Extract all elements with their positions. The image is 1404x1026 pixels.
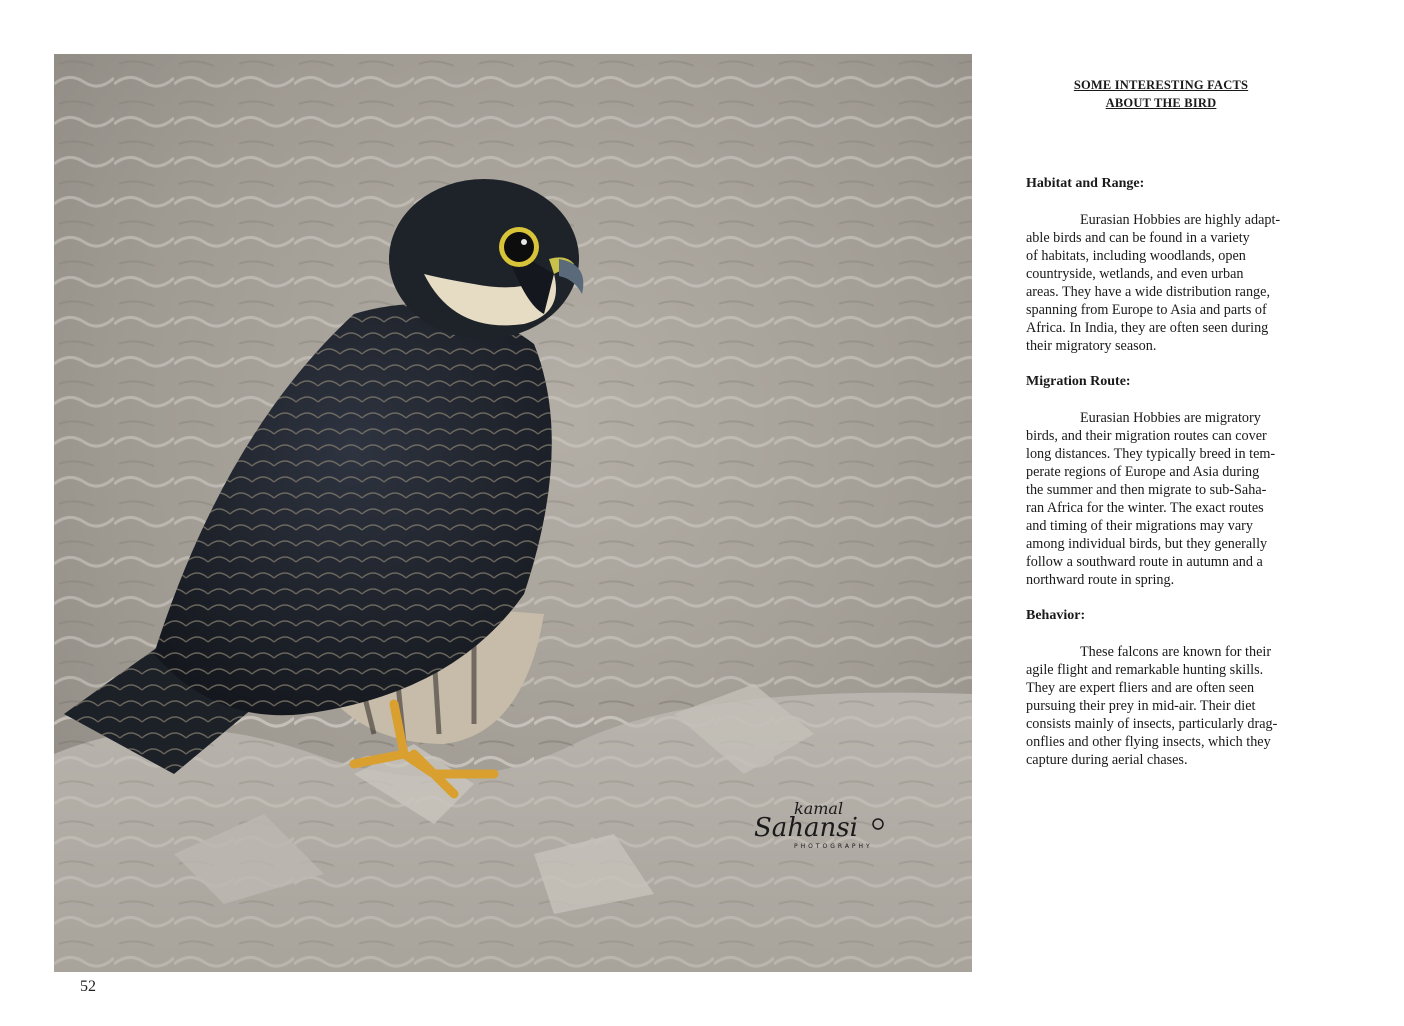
eurasian-hobby-image [54, 54, 972, 972]
facts-column [1026, 76, 1326, 769]
behavior-title: Behavior: [1026, 608, 1086, 623]
habitat-title: Habitat and Range: [1026, 176, 1145, 191]
heading-line-1: SOME INTERESTING FACTS [1073, 78, 1249, 92]
section-behavior [1026, 607, 1326, 769]
bird-photo [54, 54, 972, 972]
behavior-body: These falcons are known for their agile flight and remarkable hunting skills. They are expert fliers and are often seen pursuing their prey in mid-air. Their diet consists mainly of insects, particularly drag- onflies and other flying insects, which they capture during aerial chases. [1026, 644, 1278, 768]
section-habitat [1026, 175, 1326, 355]
habitat-body: Eurasian Hobbies are highly adapt- able birds and can be found in a variety of habitats, including woodlands, open countryside, wetlands, and even urban areas. They have a wide distribution range, spanning from Europe to Asia and parts of Africa. In India, they are often seen during their migratory season. [1026, 212, 1281, 354]
section-migration [1026, 373, 1326, 589]
migration-title: Migration Route: [1026, 374, 1131, 389]
svg-text:kamal: kamal [794, 799, 844, 818]
section-heading [1026, 76, 1296, 112]
svg-text:Sahansi: Sahansi [754, 813, 858, 843]
spacer [1026, 112, 1326, 175]
migration-body: Eurasian Hobbies are migratory birds, and their migration routes can cover long distances. They typically breed in tem- perate regions of Europe and Asia during the summer and then migrate to sub-Saha- ran Africa for the winter. The exact routes and timing of their migrations may vary among individual birds, but they generally follow a southward route in autumn and a northward route in spring. [1026, 410, 1276, 588]
svg-text:PHOTOGRAPHY: PHOTOGRAPHY [794, 843, 873, 850]
page-number: 52 [80, 978, 96, 995]
heading-line-2: ABOUT THE BIRD [1105, 96, 1217, 110]
